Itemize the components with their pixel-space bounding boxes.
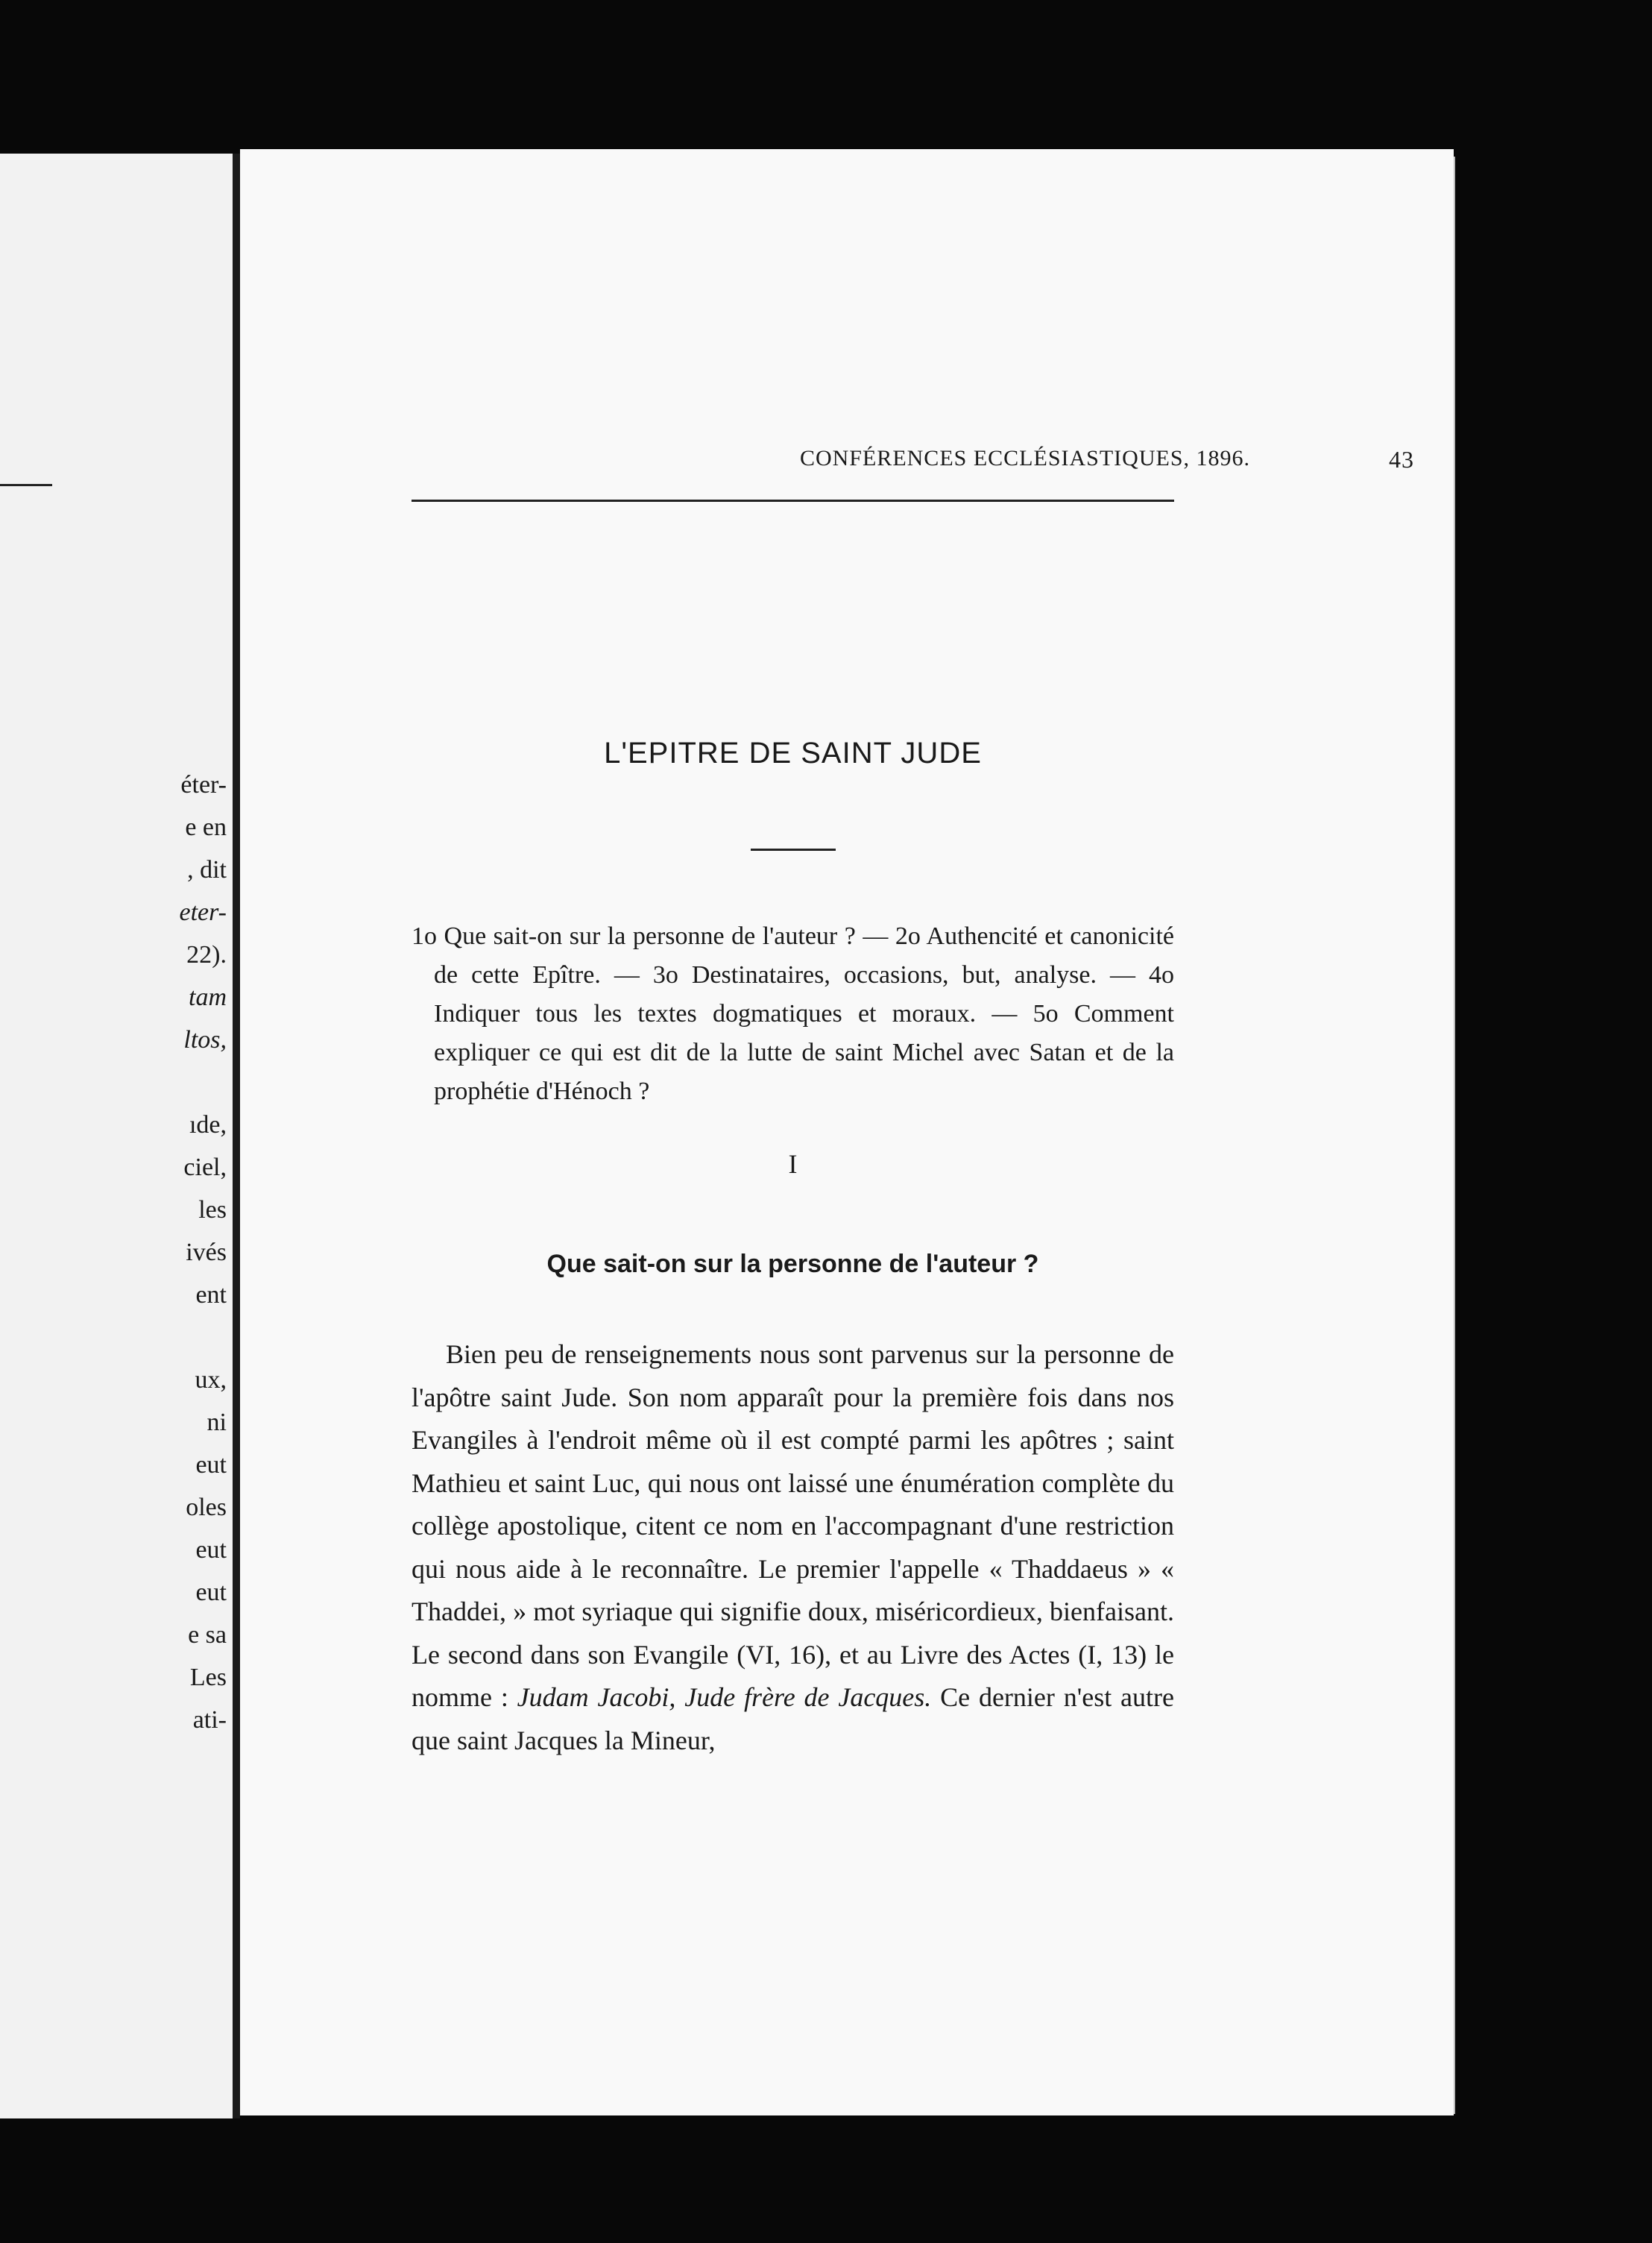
paragraph-italic: Judam Jacobi, Jude frère de Jacques. (517, 1682, 932, 1712)
left-line: éter- (180, 771, 227, 799)
running-title: CONFÉRENCES ECCLÉSIASTIQUES, 1896. (799, 446, 1250, 471)
questions-text: 1o Que sait-on sur la personne de l'auteur ? — 2o Authencité et canonicité de cette Epître. — 3o Destinataires, occasions, but, analyse. — 4o Indiquer tous les textes dogmatiques et moraux. — 5o Comment expliquer ce qui est dit de la lutte de saint Michel avec Satan et de la prophétie d'Hénoch ? (412, 922, 1174, 1105)
right-page (240, 149, 1454, 2115)
left-line: Les (189, 1664, 227, 1691)
book-gutter (233, 154, 240, 2118)
questions-block (412, 917, 1174, 1111)
running-head (412, 446, 1414, 476)
paragraph-text: Bien peu de renseignements nous sont parvenus sur la personne de l'apôtre saint Jude. Son nom apparaît pour la première fois dans nos Evangiles à l'endroit même où il est compté parmi les apôtres ; saint Mathieu et saint Luc, qui nous ont laissé une énumération complète du collège apostolique, citent ce nom en l'accompagnant d'une restriction qui nous aide à le reconnaître. Le premier l'appelle « Thaddaeus » « Thaddei, » mot syriaque qui signifie doux, miséricordieux, bienfaisant. Le second dans son Evangile (VI, 16), et au Livre des Actes (I, 13) le nomme : (412, 1339, 1174, 1712)
left-page (0, 154, 233, 2118)
left-line: ux, (195, 1366, 227, 1394)
left-line: oles (186, 1494, 227, 1521)
left-line: e en (185, 814, 227, 841)
body-text (412, 1333, 1174, 1762)
left-line: eut (195, 1536, 227, 1564)
page-number: 43 (1389, 446, 1414, 473)
left-line (179, 1061, 227, 1104)
left-line: ltos, (183, 1026, 227, 1054)
left-line: eut (195, 1451, 227, 1479)
header-rule (412, 500, 1174, 502)
paragraph-text-end: Ce dernier n'est autre que saint Jacques la Mineur, (412, 1682, 1174, 1755)
left-line: , dit (187, 856, 227, 884)
left-line: ati- (192, 1706, 227, 1734)
left-line: tam (189, 984, 227, 1011)
left-line: ivés (186, 1239, 227, 1266)
article-title: L'EPITRE DE SAINT JUDE (604, 737, 982, 770)
left-line: les (198, 1196, 227, 1224)
left-line: eter- (179, 899, 227, 926)
left-line: ent (195, 1281, 227, 1309)
left-header-rule (0, 484, 52, 486)
left-line: 22). (186, 941, 227, 969)
left-line: eut (195, 1579, 227, 1606)
left-line: ciel, (183, 1154, 227, 1181)
section-title: Que sait-on sur la personne de l'auteur ? (546, 1250, 1039, 1278)
paragraph (412, 1333, 1174, 1762)
left-line: ıde, (189, 1111, 227, 1139)
left-page-text (179, 764, 227, 1741)
left-line (179, 1316, 227, 1359)
section-number: I (788, 1149, 798, 1179)
title-rule (751, 849, 836, 851)
left-line: e sa (188, 1621, 227, 1649)
left-line: ni (206, 1409, 227, 1436)
